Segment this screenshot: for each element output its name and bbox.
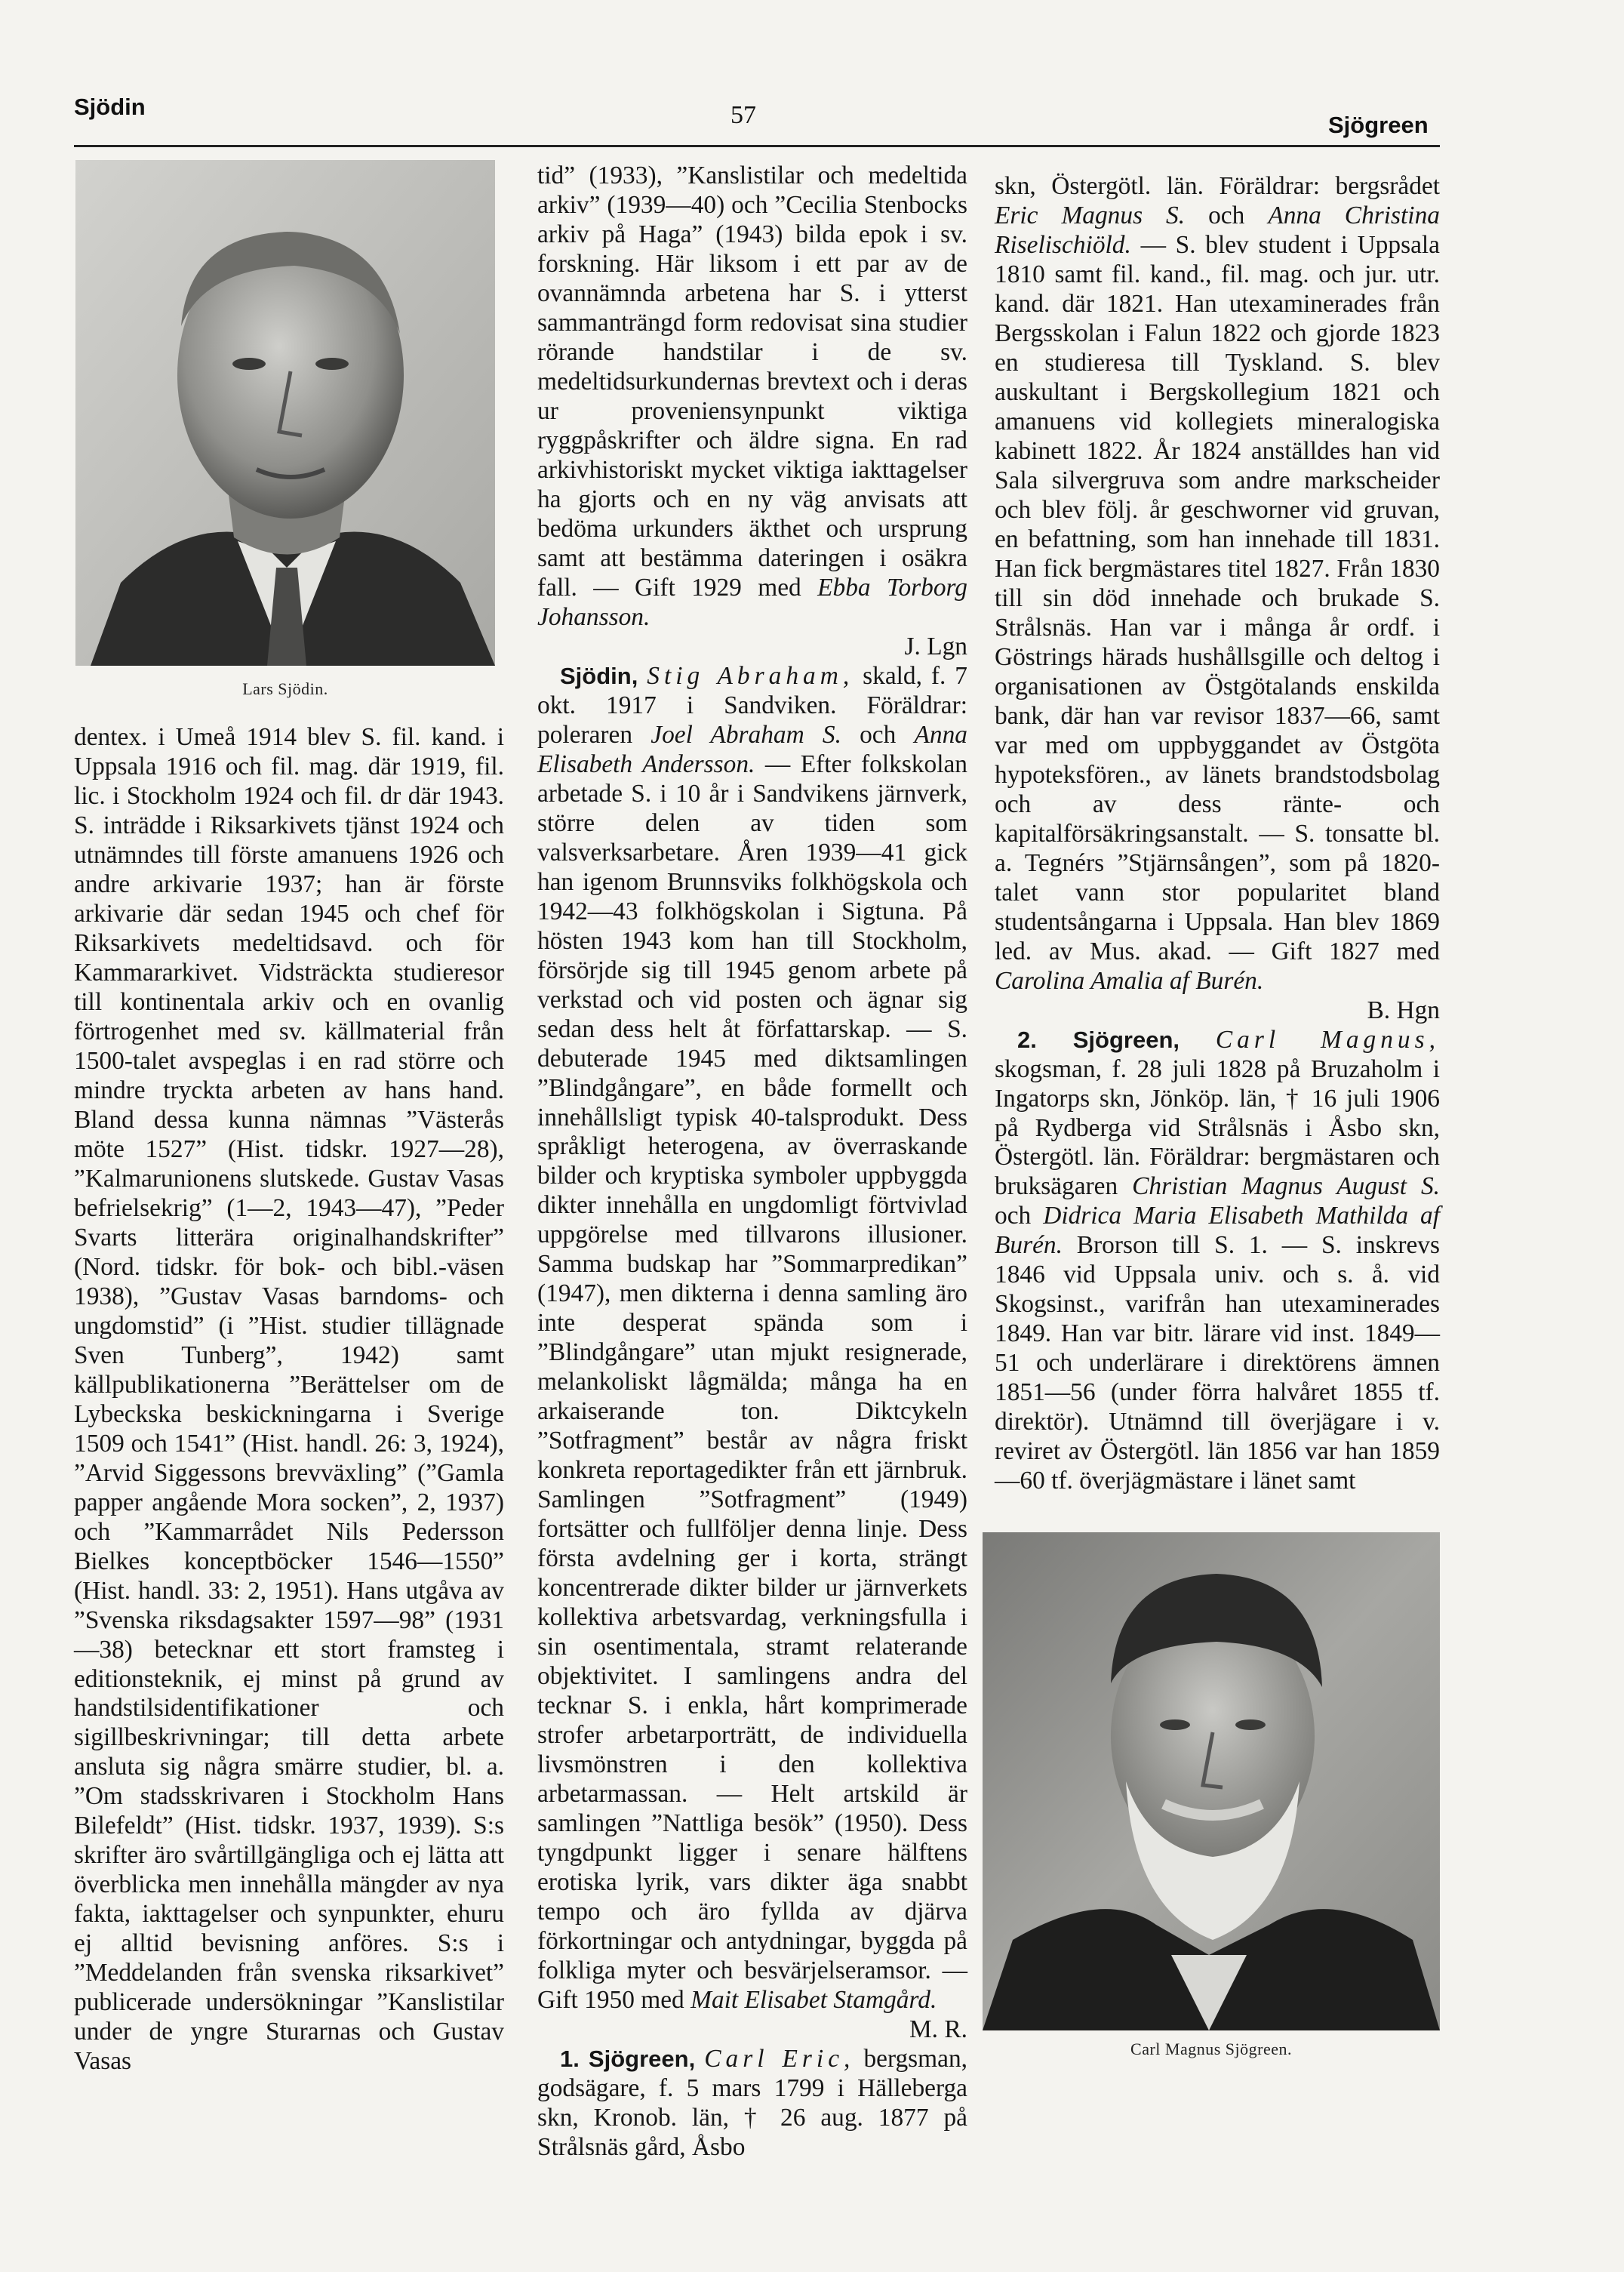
entry-headword: Sjögreen, <box>1072 1026 1180 1053</box>
entry-headword: Sjögreen, <box>588 2046 696 2072</box>
header-rule <box>74 145 1440 147</box>
caption-lars-sjodin: Lars Sjödin. <box>242 679 328 698</box>
entry-sjogreen-carl-eric-continued: skn, Östergötl. län. Föräldrar: bergsrådet Eric Magnus S. och Anna Christina Riselischiöld. — S. blev student i Uppsala 1810 samt fil. kand., fil. mag. och jur. utr. kand. där 1821. Han utexaminerades från Bergsskolan i Falun 1822 och gjorde 1823 en studieresa till Tyskland. S. blev auskultant i Bergskollegium 1821 och amanuens vid kollegiets mineralogiska kabinett 1822. År 1824 anställdes han vid Sala silvergruva som andre markscheider och blev följ. år geschworner vid gruvan, en befattning, som han innehade till 1831. Han fick bergmästares titel 1827. Från 1830 till sin död innehade och brukade S. Strålsnäs. Han var i många år ordf. i Göstrings härads hushållsgille och deltog i organisationen av Östgötalands enskilda bank, där han var revisor 1837—66, samt var med om uppbyggandet av Östgöta hypoteksfören., av länets brandstodsbolag och av dess ränte- och kapitalförsäkringsanstalt. — S. tonsatte bl. a. Tegnérs ”Stjärnsången”, som på 1820-talet vann stor popularitet bland studentsångarna i Uppsala. Han blev 1869 led. av Mus. akad. — Gift 1827 med Carolina Amalia af Burén. <box>995 172 1440 995</box>
column-1 <box>74 723 504 2077</box>
mother-name: Anna Christina Riselischiöld. <box>995 201 1440 259</box>
page-number: 57 <box>730 101 756 129</box>
portrait-carl-magnus-sjogreen <box>983 1532 1440 2030</box>
portrait-lars-sjodin <box>75 160 495 666</box>
running-head-right: Sjögreen <box>1328 112 1429 138</box>
entry-number: 1. <box>560 2046 580 2072</box>
father-name: Eric Magnus S. <box>995 201 1186 229</box>
entry-sjodin-lars-tail: tid” (1933), ”Kanslistilar och medeltida arkiv” (1939—40) och ”Cecilia Stenbocks arkiv på Haga” (1943) bilda epok i sv. forskning. Här liksom i ett par av de ovannämnda arbetena har S. i ytterst sammanträngd form redovisat sina studier rörande handstilar i de sv. medeltidsurkundernas brevtext och i deras ur proveniensynpunkt viktiga ryggpåskrifter och äldre signa. En rad arkivhistoriskt mycket viktiga iakttagelser ha gjorts och en ny väg anvisats att bedöma urkunders äkthet och ursprung samt att bestämma dateringen i osäkra fall. — Gift 1929 med Ebba Torborg Johansson. <box>537 162 967 631</box>
father-name: Christian Magnus August S. <box>1132 1172 1440 1201</box>
mother-name: Anna Elisabeth Andersson. <box>537 720 967 778</box>
spouse-name: Carolina Amalia af Burén. <box>995 966 1264 995</box>
given-names: Stig Abraham, <box>647 661 854 690</box>
entry-sjogreen-carl-magnus: 2. Sjögreen, Carl Magnus, skogsman, f. 28 juli 1828 på Bruzaholm i Ingatorps skn, Jönköp. län, † 16 juli 1906 på Rydberga vid Strålsnäs i Åsbo skn, Östergötl. län. Föräldrar: bergmästaren och bruksägaren Christian Magnus August S. och Didrica Maria Elisabeth Mathilda af Burén. Brorson till S. 1. — S. inskrevs 1846 vid Uppsala univ. och s. å. vid Skogsinst., varifrån han utexaminerades 1849. Han var bitr. lärare vid inst. 1849—51 och underlärare i direktörens ämnen 1851—56 (under förra halvåret 1855 tf. direktör). Utnämnd till överjägare i v. reviret av Östergötl. län 1856 var han 1859—60 tf. överjägmästare i länet samt <box>995 1025 1440 1495</box>
spouse-name: Ebba Torborg Johansson. <box>537 573 967 631</box>
father-name: Joel Abraham S. <box>651 720 841 749</box>
mother-name: Didrica Maria Elisabeth Mathilda af Burén. <box>995 1202 1440 1260</box>
entry-sjogreen-carl-eric: 1. Sjögreen, Carl Eric, bergsman, godsägare, f. 5 mars 1799 i Hälleberga skn, Kronob. län, † 26 aug. 1877 på Strålsnäs gård, Åsbo <box>537 2045 967 2161</box>
entry-number: 2. <box>1017 1026 1037 1053</box>
entry-sjodin-lars-continued: dentex. i Umeå 1914 blev S. fil. kand. i Uppsala 1916 och fil. mag. där 1919, fil. lic. i Stockholm 1924 och fil. dr där 1943. S. inträdde i Riksarkivets tjänst 1924 och utnämndes till förste amanuens 1926 och andre arkivarie 1937; han är förste arkivarie där sedan 1945 och chef för Riksarkivets medeltidsavd. och för Kammararkivet. Vidsträckta studieresor till kontinentala arkiv och en ovanlig förtrogenhet med sv. källmaterial från 1500-talet avspeglas i en rad större och mindre tryckta arbeten av hans hand. Bland dessa kunna nämnas ”Västerås möte 1527” (Hist. tidskr. 1927—28), ”Kalmarunionens slutskede. Gustav Vasas befrielsekrig” (1—2, 1943—47), ”Peder Svarts litterära originalhandskrifter” (Nord. tidskr. för bok- och bibl.-väsen 1938), ”Gustav Vasas barndoms- och ungdomstid” (i ”Hist. studier tillägnade Sven Tunberg”, 1942) samt källpublikationerna ”Berättelser om de Lybeckska beskickningarna i Sverige 1509 och 1541” (Hist. handl. 26: 3, 1924), ”Arvid Siggessons brevväxling” (”Gamla papper angående Mora socken”, 2, 1937) och ”Kammarrådet Nils Pedersson Bielkes konceptböcker 1546—1550” (Hist. handl. 33: 2, 1951). Hans utgåva av ”Svenska riksdagsakter 1597—98” (1931—38) betecknar ett stort framsteg i editionsteknik, ej minst på grund av handstilsidentifikationer och sigillbeskrivningar; till detta arbete ansluta sig några smärre studier, bl. a. ”Om stadsskrivaren i Stockholm Hans Bilefeldt” (Hist. tidskr. 1937, 1939). S:s skrifter äro svårtillgängliga och ej lätta att överblicka men innehålla mängder av nya fakta, iakttagelser och synpunkter, ehuru ej alltid bevisning anföres. S:s i ”Meddelanden från svenska riksarkivet” publicerade undersökningar ”Kanslistilar under de yngre Sturarnas och Gustav Vasas <box>74 723 504 2076</box>
entry-sjodin-stig: Sjödin, Stig Abraham, skald, f. 7 okt. 1917 i Sandviken. Föräldrar: poleraren Joel Abraham S. och Anna Elisabeth Andersson. — Efter folkskolan arbetade S. i 10 år i Sandvikens järnverk, större delen av tiden som valsverksarbetare. Åren 1939—41 gick han igenom Brunnsviks folkhögskola och 1942—43 folkhögskolan i Sigtuna. På hösten 1943 kom han till Stockholm, försörjde sig till 1945 genom arbete på verkstad och vid posten och ägnar sig sedan dess helt åt författarskap. — S. debuterade 1945 med diktsamlingen ”Blindgångare”, en både formellt och innehållsligt typisk 40-talsprodukt. Dess språkligt heterogena, av överraskande bilder och kryptiska symboler uppbyggda dikter innehålla en ungdomligt förtvivlad uppgörelse med tillvarons illusioner. Samma budskap har ”Sommarpredikan” (1947), men dikterna i denna samling äro inte desperat spända som i ”Blindgångare” utan mjukt resignerade, melankoliskt lågmälda; många ha en arkaiserande ton. Diktcykeln ”Sotfragment” består av några friskt konkreta reportagedikter från ett järnbruk. Samlingen ”Sotfragment” (1949) fortsätter och fullföljer denna linje. Dess första avdelning ger i korta, strängt koncentrerade dikter bilder ur järnverkets kollektiva arbetsvardag, verkningsfulla i sin osentimentala, stramt relaterande objektivitet. I samlingens andra del tecknar S. i enkla, hårt komprimerade strofer arbetarporträtt, de individuella livsmönstren i den kollektiva arbetarmassan. — Helt artskild är samlingen ”Nattliga besök” (1950). Dess tyngdpunkt ligger i senare hälftens erotiska lyrik, vars dikter äga snabbt tempo och äro fyllda av djärva förkortningar och antydningar, byggda på folkliga myter och besvärjelseramsor. — Gift 1950 med Mait Elisabet Stamgård. <box>537 661 967 2015</box>
column-3 <box>995 172 1440 1496</box>
author-signature: B. Hgn <box>1367 996 1440 1024</box>
given-names: Carl Magnus, <box>1215 1025 1440 1054</box>
given-names: Carl Eric, <box>704 2045 855 2073</box>
spouse-name: Mait Elisabet Stamgård. <box>691 1986 937 2015</box>
running-head-left: Sjödin <box>74 94 146 120</box>
caption-carl-magnus-sjogreen: Carl Magnus Sjögreen. <box>1130 2040 1292 2058</box>
column-2 <box>537 162 967 2163</box>
author-signature: J. Lgn <box>904 632 967 660</box>
author-signature: M. R. <box>909 2015 967 2044</box>
entry-headword: Sjödin, <box>560 662 638 689</box>
portrait-carl-drawing <box>983 1532 1440 2030</box>
portrait-lars-drawing <box>75 160 495 666</box>
